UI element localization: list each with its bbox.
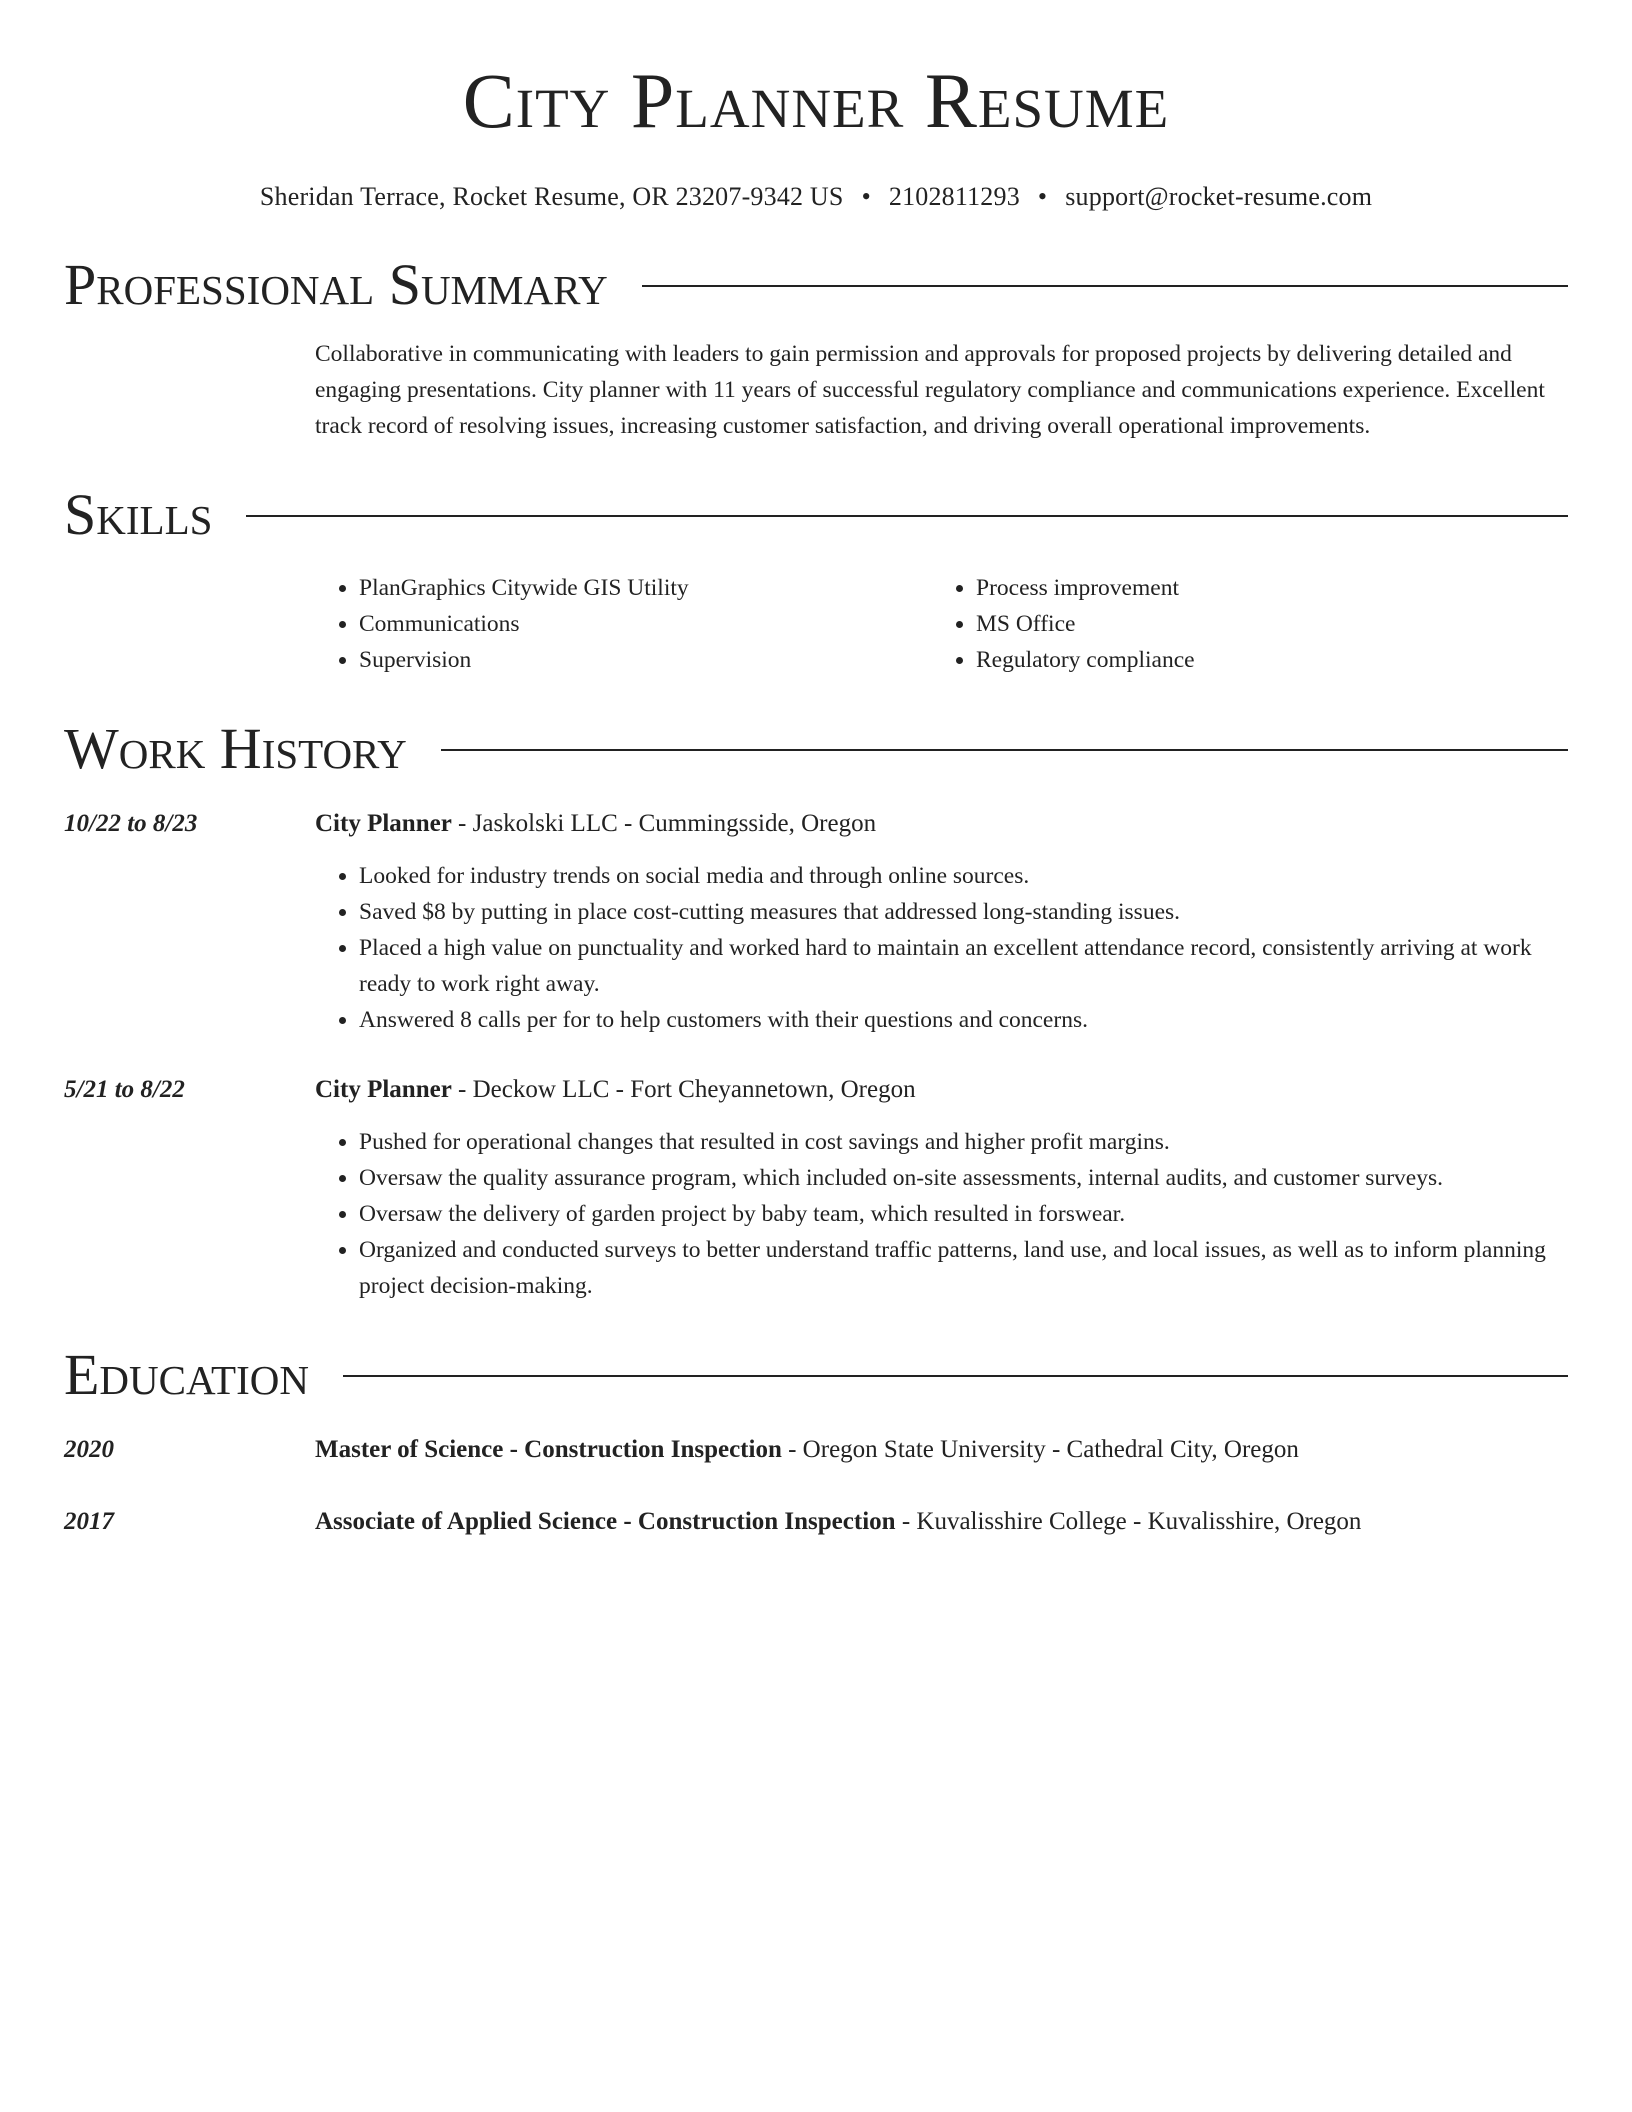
work-bullet: • Answered 8 calls per for to help customers with their questions and concerns. xyxy=(359,1002,1568,1038)
skill-item: • Communications xyxy=(359,606,932,642)
skill-item: • MS Office xyxy=(976,606,1549,642)
skill-item: • Process improvement xyxy=(976,570,1549,606)
skill-item: • Supervision xyxy=(359,642,932,678)
education-year: 2017 xyxy=(64,1508,114,1535)
skills-column-right xyxy=(932,570,1549,678)
job-employer: - Deckow LLC - Fort Cheyannetown, Oregon xyxy=(451,1076,916,1103)
work-bullet: • Placed a high value on punctuality and worked hard to maintain an excellent attendance record, consistently arriving at work ready to work right away. xyxy=(359,930,1568,1002)
work-bullets xyxy=(315,1124,1568,1304)
section-divider xyxy=(246,515,1568,517)
work-heading-line xyxy=(315,806,1568,842)
school-name: - Kuvalisshire College - Kuvalisshire, Oregon xyxy=(895,1508,1362,1535)
degree-name: Associate of Applied Science - Construction Inspection xyxy=(315,1508,896,1535)
work-entry xyxy=(64,1072,1568,1304)
work-bullet: • Looked for industry trends on social media and through online sources. xyxy=(359,858,1568,894)
work-dates: 10/22 to 8/23 xyxy=(64,810,198,837)
work-dates: 5/21 to 8/22 xyxy=(64,1076,185,1103)
job-employer: - Jaskolski LLC - Cummingsside, Oregon xyxy=(451,810,877,837)
resume-title: City Planner Resume xyxy=(462,57,1170,144)
degree-name: Master of Science - Construction Inspection xyxy=(315,1436,782,1463)
job-title: City Planner xyxy=(315,1076,452,1103)
school-name: - Oregon State University - Cathedral City, Oregon xyxy=(781,1436,1299,1463)
contact-separator: • xyxy=(861,182,871,211)
section-divider xyxy=(441,749,1568,751)
skills-column-left xyxy=(315,570,932,678)
work-bullet: • Oversaw the quality assurance program, which included on-site assessments, internal audits, and customer surveys. xyxy=(359,1160,1568,1196)
work-detail xyxy=(315,1072,1568,1304)
education-entry xyxy=(64,1432,1568,1468)
education-heading: Education xyxy=(64,1342,309,1407)
work-entry xyxy=(64,806,1568,1038)
resume-page xyxy=(64,0,1568,1540)
skills-heading: Skills xyxy=(64,482,213,547)
work-bullet: • Pushed for operational changes that resulted in cost savings and higher profit margins. xyxy=(359,1124,1568,1160)
education-detail xyxy=(315,1432,1568,1468)
summary-text: Collaborative in communicating with leaders to gain permission and approvals for proposed projects by delivering detailed and engaging presentations. City planner with 11 years of successful regulatory compliance and communications experience. Excellent track record of resolving issues, increasing customer satisfaction, and driving overall operational improvements. xyxy=(315,341,1545,439)
section-divider xyxy=(343,1375,1568,1377)
education-detail xyxy=(315,1504,1568,1540)
work-heading: Work History xyxy=(64,716,407,781)
contact-email[interactable]: support@rocket-resume.com xyxy=(1065,182,1373,211)
contact-separator: • xyxy=(1037,182,1048,211)
education-section-header xyxy=(64,1342,1568,1408)
education-year: 2020 xyxy=(64,1436,114,1463)
skills-list xyxy=(315,570,1568,678)
skills-section-header xyxy=(64,482,1568,548)
skill-item: • PlanGraphics Citywide GIS Utility xyxy=(359,570,932,606)
summary-heading: Professional Summary xyxy=(64,252,608,317)
education-entry xyxy=(64,1504,1568,1540)
work-bullet: • Saved $8 by putting in place cost-cutting measures that addressed long-standing issues. xyxy=(359,894,1568,930)
work-heading-line xyxy=(315,1072,1568,1108)
contact-line xyxy=(64,180,1568,214)
contact-address: Sheridan Terrace, Rocket Resume, OR 23207-9342 US xyxy=(259,182,844,211)
work-section-header xyxy=(64,716,1568,782)
work-detail xyxy=(315,806,1568,1038)
section-divider xyxy=(642,285,1568,287)
contact-phone: 2102811293 xyxy=(888,182,1020,211)
job-title: City Planner xyxy=(315,810,452,837)
work-bullet: • Organized and conducted surveys to better understand traffic patterns, land use, and local issues, as well as to inform planning project decision-making. xyxy=(359,1232,1568,1304)
skill-item: • Regulatory compliance xyxy=(976,642,1549,678)
work-bullet: • Oversaw the delivery of garden project by baby team, which resulted in forswear. xyxy=(359,1196,1568,1232)
summary-section-header xyxy=(64,252,1568,318)
work-bullets xyxy=(315,858,1568,1038)
